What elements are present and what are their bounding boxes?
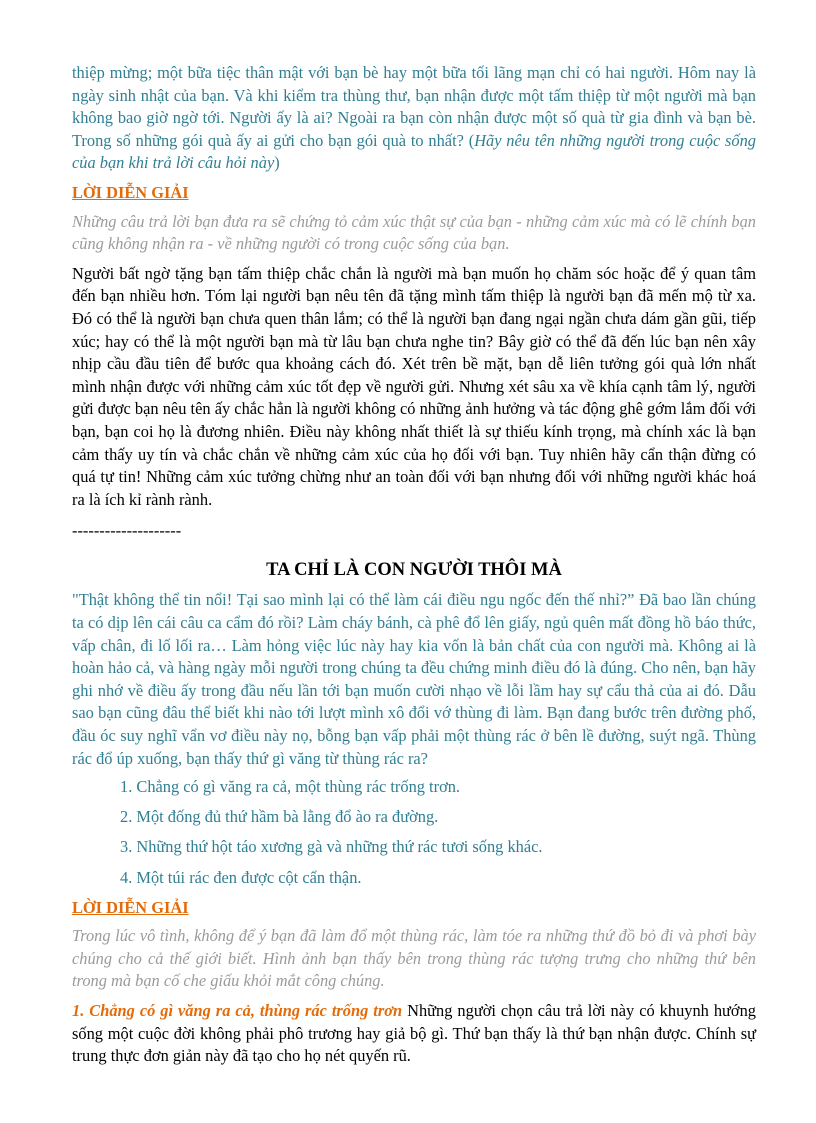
divider: -------------------- [72,521,182,541]
story-title: TA CHỈ LÀ CON NGƯỜI THÔI MÀ [266,559,562,580]
list-item: 2. Một đống đủ thứ hầm bà lằng đổ ào ra đường. [120,807,439,827]
options-list [72,776,756,889]
section1-body: Người bất ngờ tặng bạn tấm thiệp chắc chắn là người mà bạn muốn họ chăm sóc hoặc để ý quan tâm đến bạn nhiều hơn. Tóm lại người bạn nêu tên đã tặng mình tấm thiệp là người bạn đã mến mộ từ xa. Đó có thể là người bạn chưa quen thân lắm; có thể là người bạn đang ngại ngần chưa dám gần gũi, tiếp xúc; hay có thể là một người bạn mà từ lâu bạn chưa nghe tin? Bây giờ có thể đã đến lúc bạn nên xây nhịp cầu đầu tiên để bước qua khoảng cách đó. Xét trên bề mặt, bạn dễ liên tưởng gói quà lớn nhất mình nhận được với những cảm xúc tốt đẹp về người gửi. Nhưng xét sâu xa về khía cạnh tâm lý, người gửi được bạn nêu tên ấy chắc hẳn là người không có những ảnh hưởng và tác động ghê gớm lắm đối với bạn, bạn coi họ là đương nhiên. Điều này không nhất thiết là sự thiếu kính trọng, mà chính xác là bạn cảm thấy uy tín và chắc chắn về những cảm xúc của họ đối với bạn. Tuy nhiên hãy cẩn thận đừng có quá tự tin! Những cảm xúc tưởng chừng như an toàn đối với bạn nhưng đối với những người khác hoá ra là ích kỉ rành rành. [72,263,756,509]
answer-text: Những người chọn câu trả lời này có khuynh hướng sống một cuộc đời không phải phô trương hay giả bộ gì. Thứ bạn thấy là thứ bạn nhận được. Chính sự trung thực đơn giản này đã tạo cho họ nét quyến rũ. [72,1000,756,1066]
section1-summary: Những câu trả lời bạn đưa ra sẽ chứng tỏ cảm xúc thật sự của bạn - những cảm xúc mà có lẽ chính bạn cũng không nhận ra - về những người có trong cuộc sống của bạn. [72,211,756,254]
answer-paragraph [72,1000,756,1068]
intro-paragraph [72,62,756,175]
intro-close: ) [274,153,280,173]
document-page [72,62,756,1068]
section2-heading: LỜI DIỄN GIẢI [72,897,189,917]
section2-summary: Trong lúc vô tình, không để ý bạn đã làm đổ một thùng rác, làm tóe ra những thứ đồ bỏ đi và phơi bày chúng cho cả thế giới biết. Hình ảnh bạn thấy bên trong thùng rác tượng trưng cho những thứ bên trong mà bạn cố che giấu khỏi mắt công chúng. [72,926,756,991]
intro-italic: Hãy nêu tên những người trong cuộc sống của bạn khi trả lời câu hỏi này [72,130,756,173]
answer-label: 1. Chẳng có gì văng ra cả, thùng rác trống trơn [72,1000,403,1020]
list-item: 1. Chẳng có gì văng ra cả, một thùng rác trống trơn. [120,777,461,797]
intro-text: thiệp mừng; một bữa tiệc thân mật với bạn bè hay một bữa tối lãng mạn chỉ có hai người. Hôm nay là ngày sinh nhật của bạn. Và khi kiểm tra thùng thư, bạn nhận được một tấm thiệp từ một người mà bạn không bao giờ ngờ tới. Người ấy là ai? Ngoài ra bạn còn nhận được một số quà từ gia đình và bạn bè. Trong số những gói quà ấy ai gửi cho bạn gói quà to nhất? ( [72,63,756,150]
list-item: 4. Một túi rác đen được cột cẩn thận. [120,867,362,887]
list-item: 3. Những thứ hột táo xương gà và những thứ rác tươi sống khác. [120,837,543,857]
section1-heading: LỜI DIỄN GIẢI [72,182,189,202]
story-paragraph: "Thật không thể tin nổi! Tại sao mình lại có thể làm cái điều ngu ngốc đến thế nhỉ?” Đã bao lần chúng ta có dịp lên cái câu ca cẩm đó rồi? Làm cháy bánh, cà phê đổ lên giấy, ngủ quên mất đồng hồ báo thức, vấp chân, đi lố lối ra… Làm hỏng việc lúc này hay kia vốn là bản chất của con người mà. Không ai là hoàn hảo cả, và hàng ngày mỗi người trong chúng ta đều chứng minh điều đó là đúng. Cho nên, bạn hãy ghi nhớ về điều ấy trong đầu nếu lần tới bạn muốn cười nhạo về lỗi lầm hay sự cẩu thả của ai đó. Dẫu sao bạn cũng đâu thể biết khi nào tới lượt mình xô đổi vớ thùng đi làm. Bạn đang bước trên đường phố, đầu óc suy nghĩ vẩn vơ điều này nọ, bỗng bạn vấp phải một thùng rác ở bên lề đường, suýt ngã. Thùng rác đổ úp xuống, bạn thấy thứ gì văng từ thùng rác ra? [72,590,756,768]
